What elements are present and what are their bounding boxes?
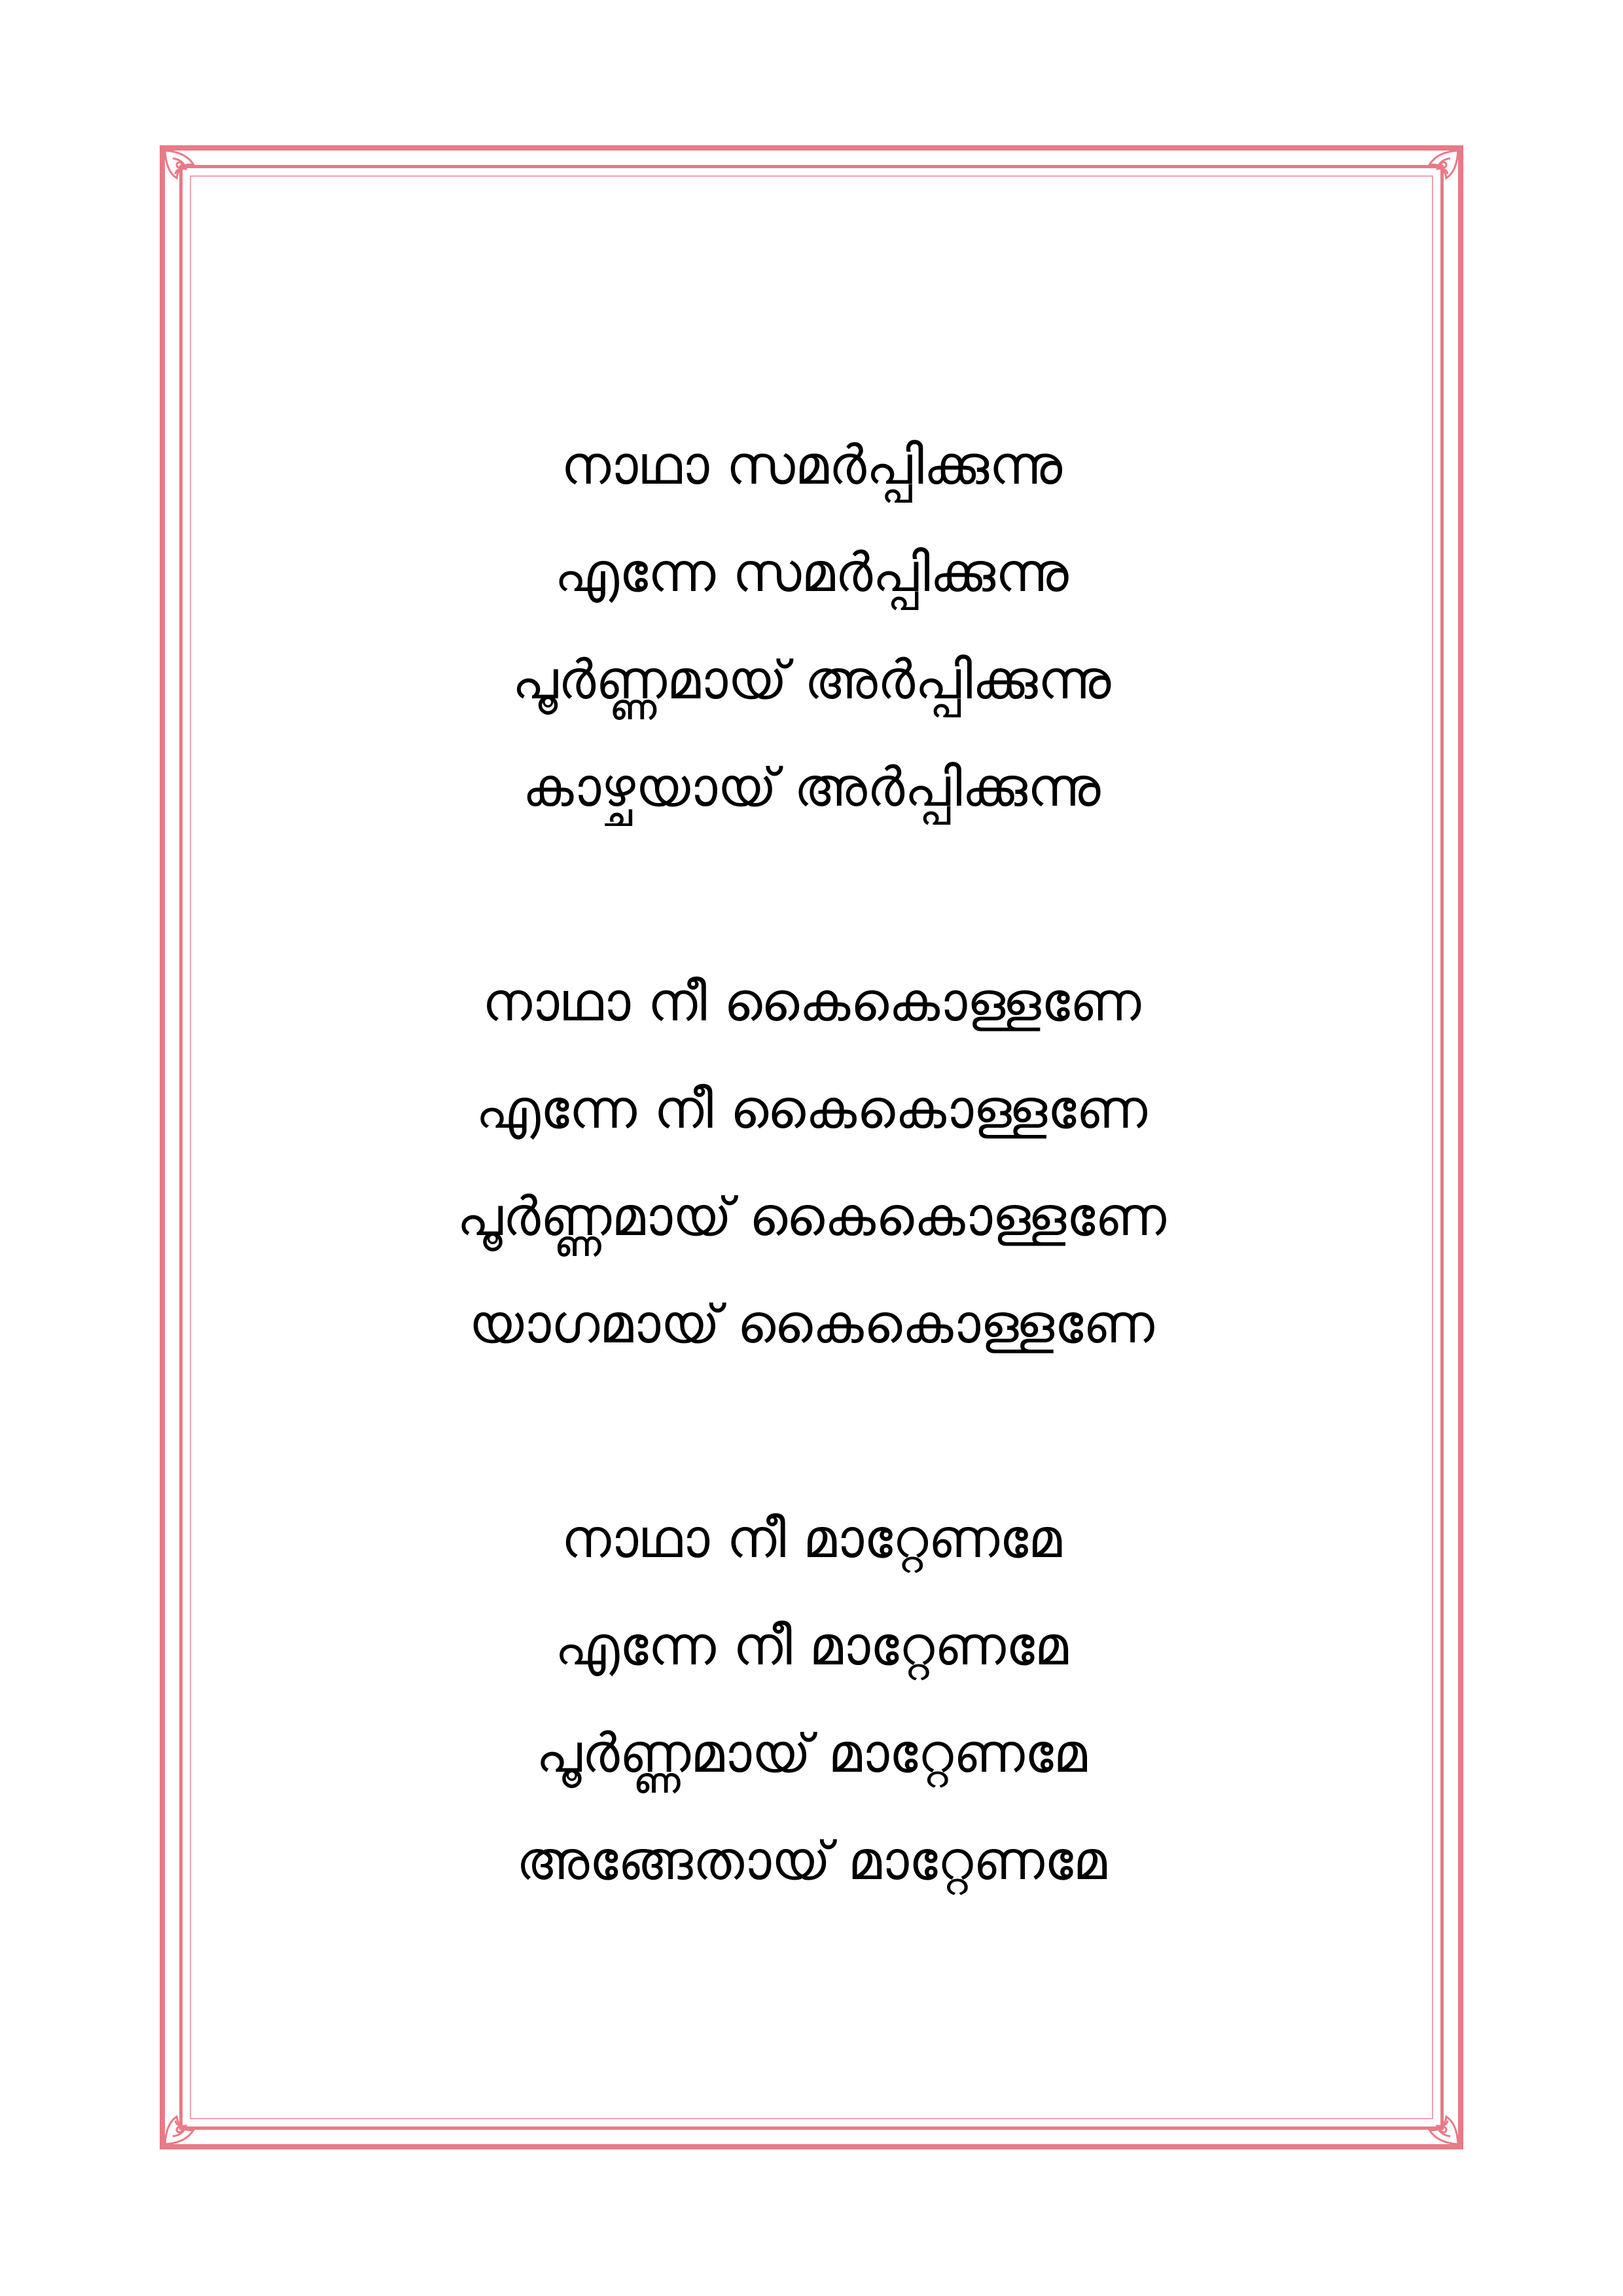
lyric-line: യാഗമായ് കൈകൊള്ളണേ [469, 1293, 1154, 1355]
lyric-line: പൂർണ്ണമായ് കൈകൊള്ളണേ [457, 1186, 1166, 1248]
lyric-line: പൂർണ്ണമായ് മാറ്റേണമേ [535, 1723, 1088, 1785]
lyric-line: കാഴ്ചയായ് അർപ്പിക്കുന്നു [522, 757, 1101, 819]
lyric-line: അങ്ങേതായ് മാറ്റേണമേ [516, 1830, 1107, 1892]
corner-ornament-bottom-right [1398, 2084, 1463, 2149]
lyric-line: പൂർണ്ണമായ് അർപ്പിക്കുന്നു [512, 649, 1111, 711]
stanza-2 [196, 949, 1427, 1378]
corner-ornament-top-right [1398, 145, 1463, 211]
stanza-3 [196, 1486, 1427, 1915]
corner-ornament-top-left [160, 145, 225, 211]
lyric-line: എന്നേ നീ കൈകൊള്ളണേ [476, 1079, 1147, 1141]
lyric-line: എന്നേ നീ മാറ്റേണമേ [554, 1615, 1069, 1677]
corner-ornament-bottom-left [160, 2084, 225, 2149]
lyric-line: നാഥാ സമർപ്പിക്കുന്നു [560, 435, 1063, 497]
stanza-1 [196, 412, 1427, 842]
lyric-line: നാഥാ നീ കൈകൊള്ളണേ [482, 971, 1141, 1033]
lyrics-body [196, 412, 1427, 1915]
lyric-line: എന്നേ സമർപ്പിക്കുന്നു [554, 542, 1069, 604]
lyric-line: നാഥാ നീ മാറ്റേണമേ [561, 1508, 1062, 1570]
